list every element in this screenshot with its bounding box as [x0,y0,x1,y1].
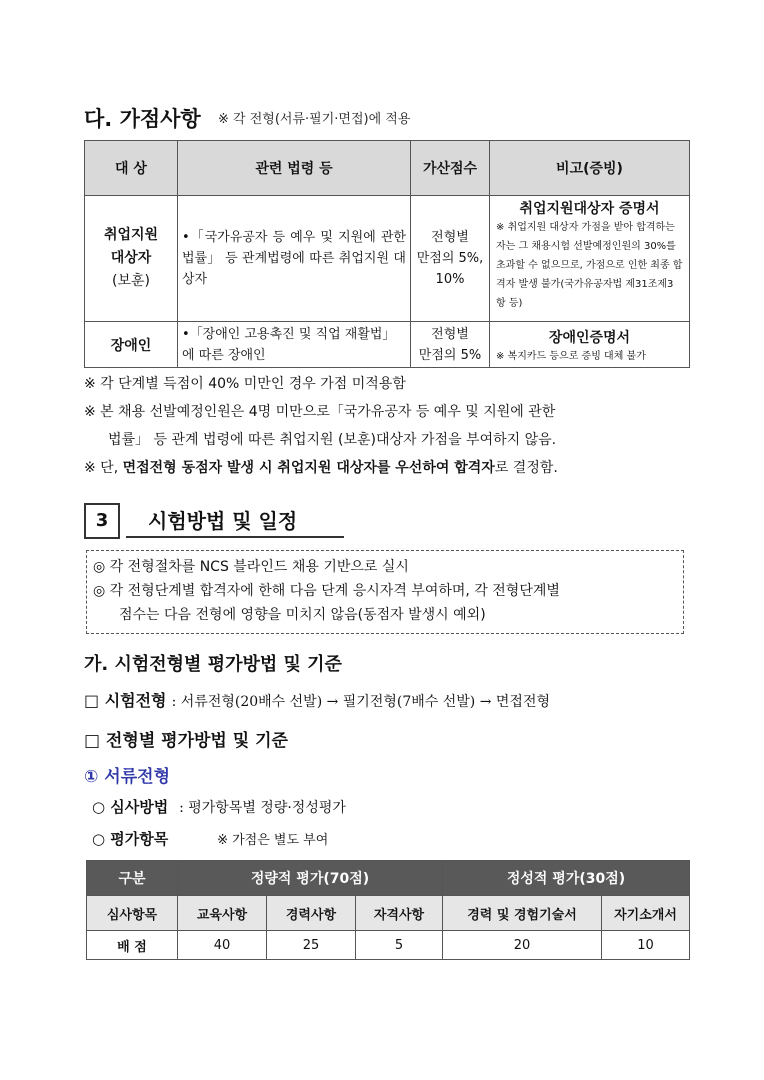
header-points: 가산점수 [411,141,490,196]
note-suffix: 로 결정함. [494,460,558,476]
eval-header-qualitative: 정성적 평가(30점) [443,861,690,896]
table-row [85,196,690,322]
eval-subheader-cell: 교육사항 [178,896,267,931]
remark-cell [490,196,690,322]
remark-title: 장애인증명서 [548,330,631,346]
points-cell [411,322,490,368]
table-row [87,896,690,931]
eval-score-cell: 20 [443,931,602,960]
document-screening-title: ① 서류전형 [84,767,170,787]
info-line: 점수는 다음 전형에 영향을 미치지 않음(동점자 발생시 예외) [119,607,486,623]
section-title-exam: 시험방법 및 일정 [148,509,298,533]
note-line: ※ 각 단계별 득점이 40% 미만인 경우 가점 미적용함 [84,376,406,392]
note-line: ※ 본 채용 선발예정인원은 4명 미만으로「국가유공자 등 예우 및 지원에 관한 [84,404,556,420]
table-row [87,931,690,960]
eval-criteria-title: □ 전형별 평가방법 및 기준 [84,731,288,751]
bonus-table [84,140,690,368]
exam-process-text: : 서류전형(20배수 선발) → 필기전형(7배수 선발) → 면접전형 [171,694,550,710]
header-law: 관련 법령 등 [178,141,411,196]
header-remark: 비고(증빙) [490,141,690,196]
eval-subheader-cell: 자격사항 [356,896,443,931]
section-title-method: 가. 시험전형별 평가방법 및 기준 [84,654,342,675]
points-line: 만점의 5%, [416,251,484,266]
section-underline [126,536,344,538]
target-line: 취업지원 [103,227,159,243]
remark-cell [490,322,690,368]
target-cell [85,196,178,322]
info-line: ◎ 각 전형단계별 합격자에 한해 다음 단계 응시자격 부여하며, 각 전형단계별 [93,583,560,599]
target-line: 대상자 [110,250,152,266]
eval-header-category: 구분 [87,861,178,896]
exam-process [84,688,550,711]
eval-score-cell: 25 [267,931,356,960]
remark-title: 취업지원대상자 증명서 [519,201,660,217]
eval-score-label: 배 점 [87,931,178,960]
points-line: 10% [435,272,465,287]
info-line: ◎ 각 전형절차를 NCS 블라인드 채용 기반으로 실시 [93,559,409,575]
screening-method [92,796,346,817]
bonus-apply-note: ※ 각 전형(서류·필기·면접)에 적용 [218,112,411,127]
eval-score-cell: 10 [602,931,690,960]
section-title-bonus: 다. 가점사항 [84,107,201,131]
points-line: 전형별 [431,230,469,245]
exam-info-box [86,550,684,634]
target-line: (보훈) [112,273,150,289]
eval-score-cell: 5 [356,931,443,960]
note-line-priority [84,458,558,478]
eval-table [86,860,690,960]
section-number-box: 3 [84,503,120,539]
exam-process-label: □ 시험전형 [84,691,167,710]
note-line: 법률」 등 관계 법령에 따른 취업지원 (보훈)대상자 가점을 부여하지 않음. [108,432,557,448]
points-line: 전형별 [431,326,469,342]
eval-subheader-cell: 자기소개서 [602,896,690,931]
eval-score-cell: 40 [178,931,267,960]
screening-items-label: ○ 평가항목 [92,830,169,848]
table-row [85,322,690,368]
screening-method-text: : 평가항목별 정량·정성평가 [179,800,346,816]
screening-items [92,828,328,849]
eval-subheader-cell: 심사항목 [87,896,178,931]
eval-subheader-cell: 경력 및 경험기술서 [443,896,602,931]
target-cell: 장애인 [85,322,178,368]
table-row [87,861,690,896]
note-emphasis: 면접전형 동점자 발생 시 취업지원 대상자를 우선하여 합격자 [122,460,495,476]
screening-method-label: ○ 심사방법 [92,798,169,816]
remark-note: ※ 취업지원 대상자 가점을 받아 합격하는 자는 그 채용시험 선발예정인원의 30%를 초과할 수 없으므로, 가점으로 인한 최종 합격자 발생 불가(국가유공자법 제31조제3항 등) [496,222,683,309]
eval-subheader-cell: 경력사항 [267,896,356,931]
remark-note: ※ 복지카드 등으로 증빙 대체 불가 [496,351,646,362]
law-cell: •「국가유공자 등 예우 및 지원에 관한 법률」 등 관계법령에 따른 취업지원 대상자 [178,196,411,322]
note-prefix: ※ 단, [84,460,123,476]
law-cell: •「장애인 고용촉진 및 직업 재활법」에 따른 장애인 [178,322,411,368]
screening-items-note: ※ 가점은 별도 부여 [217,833,329,848]
points-cell [411,196,490,322]
points-line: 만점의 5% [418,347,482,363]
header-target: 대 상 [85,141,178,196]
eval-header-quantitative: 정량적 평가(70점) [178,861,443,896]
